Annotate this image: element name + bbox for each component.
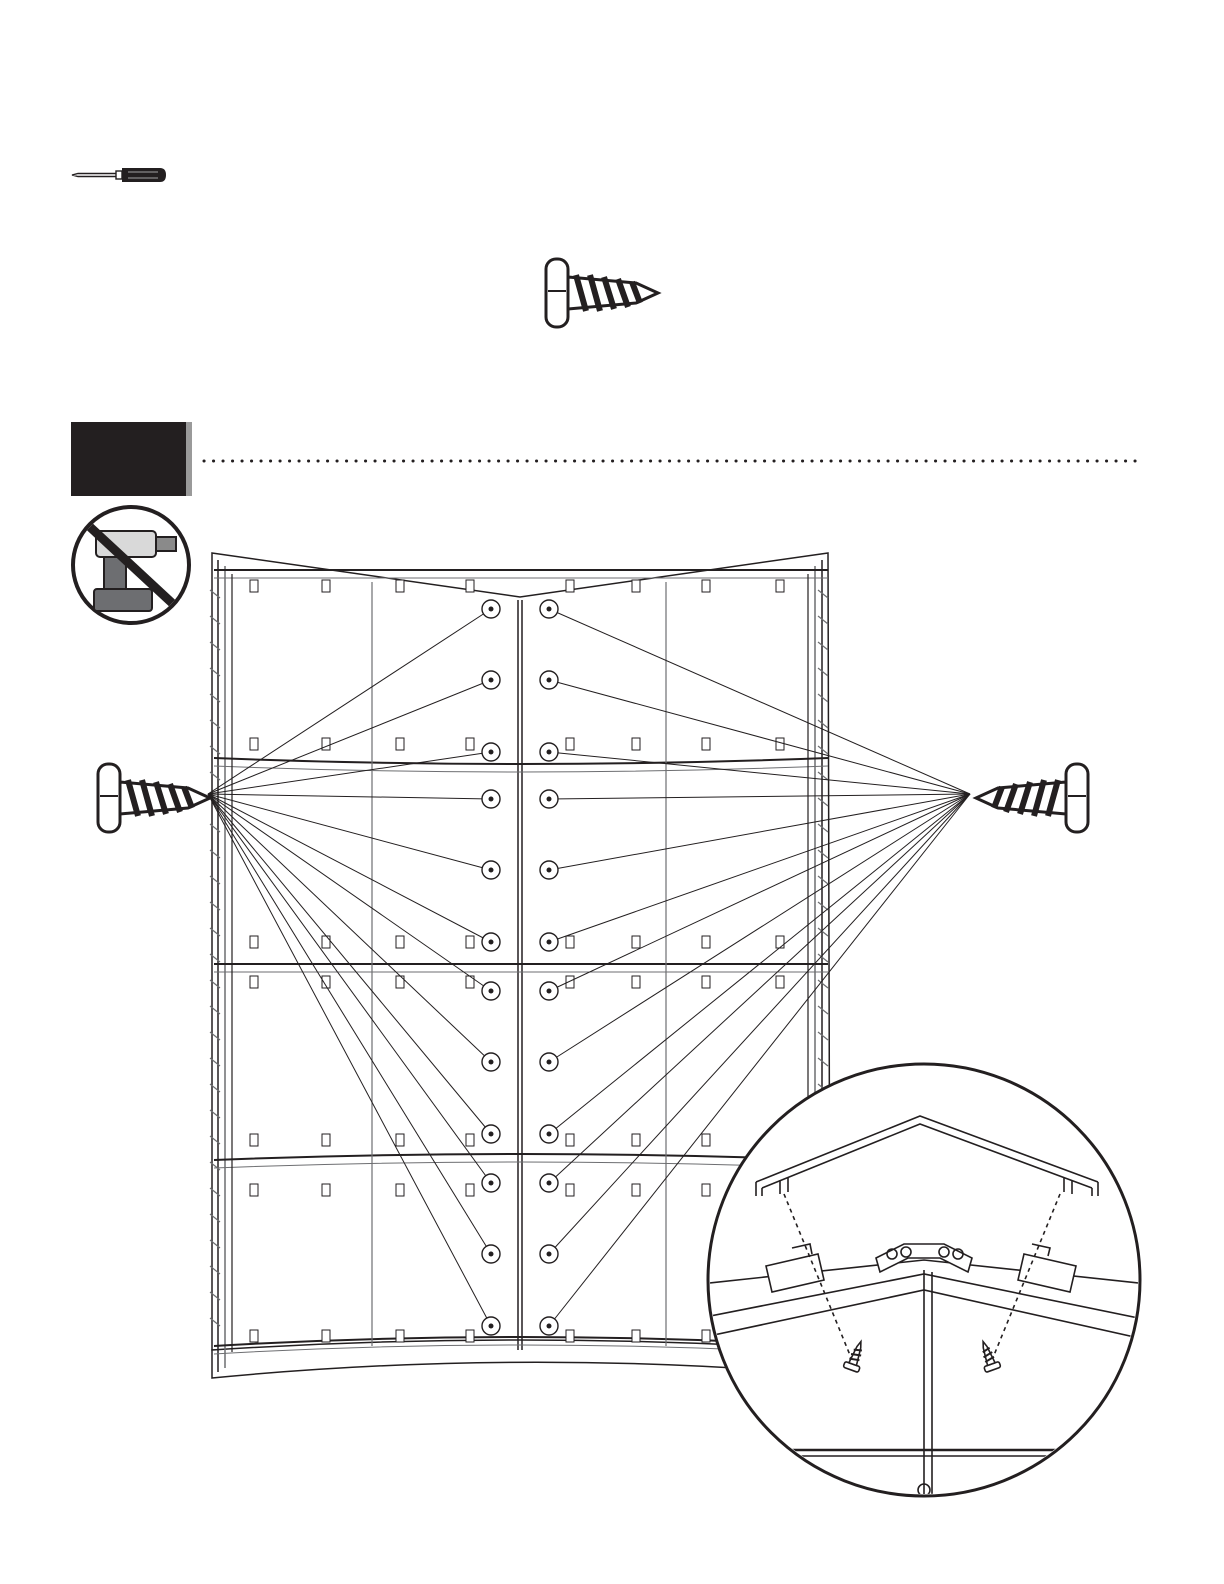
panel-tab <box>702 580 710 592</box>
panel-tab <box>632 1330 640 1342</box>
panel-tab <box>396 1184 404 1196</box>
panel-tab <box>702 936 710 948</box>
panel-tab <box>396 738 404 750</box>
screw-hole <box>489 750 494 755</box>
panel-tab <box>322 1134 330 1146</box>
panel-tab <box>632 1184 640 1196</box>
panel-tab <box>396 1134 404 1146</box>
panel-tab <box>396 1330 404 1342</box>
screw-hole <box>489 868 494 873</box>
panel-tab <box>776 738 784 750</box>
panel-tab <box>322 1184 330 1196</box>
screw-hole <box>489 1252 494 1257</box>
panel-tab <box>632 580 640 592</box>
screw-hole <box>547 797 552 802</box>
panel-tab <box>702 976 710 988</box>
panel-tab <box>466 1330 474 1342</box>
screw-hole <box>547 750 552 755</box>
screw-hole <box>489 989 494 994</box>
panel-tab <box>566 936 574 948</box>
panel-tab <box>632 738 640 750</box>
panel-tab <box>250 976 258 988</box>
screw-hole <box>547 1060 552 1065</box>
panel-tab <box>250 738 258 750</box>
screw-hole <box>547 1324 552 1329</box>
screw-hole <box>547 1132 552 1137</box>
panel-tab <box>322 580 330 592</box>
panel-tab <box>322 1330 330 1342</box>
panel-tab <box>250 1134 258 1146</box>
panel-tab <box>632 976 640 988</box>
panel-tab <box>776 936 784 948</box>
panel-tab <box>250 936 258 948</box>
screw-hole <box>489 1324 494 1329</box>
pan-head-screw-icon-right <box>972 760 1094 836</box>
pan-head-screw-icon-left <box>92 760 214 836</box>
screw-hole <box>489 1181 494 1186</box>
panel-tab <box>322 936 330 948</box>
screw-hole <box>489 797 494 802</box>
panel-tab <box>702 738 710 750</box>
panel-tab <box>776 580 784 592</box>
panel-tab <box>322 738 330 750</box>
screw-hole <box>547 607 552 612</box>
panel-tab <box>466 1184 474 1196</box>
screw-hole <box>489 1132 494 1137</box>
panel-tab <box>396 936 404 948</box>
screw-hole <box>547 940 552 945</box>
panel-tab <box>466 738 474 750</box>
screw-hole <box>547 1181 552 1186</box>
panel-tab <box>566 580 574 592</box>
panel-tab <box>566 1184 574 1196</box>
screw-hole <box>489 940 494 945</box>
screw-hole <box>547 1252 552 1257</box>
panel-tab <box>566 1134 574 1146</box>
panel-tab <box>250 1330 258 1342</box>
detail-inset <box>700 1058 1148 1506</box>
panel-tab <box>466 580 474 592</box>
panel-tab <box>250 580 258 592</box>
panel-tab <box>396 580 404 592</box>
panel-tab <box>566 738 574 750</box>
screw-hole <box>547 868 552 873</box>
screw-hole <box>547 989 552 994</box>
panel-tab <box>466 1134 474 1146</box>
panel-tab <box>632 1134 640 1146</box>
panel-tab <box>250 1184 258 1196</box>
panel-tab <box>466 936 474 948</box>
screw-hole <box>489 1060 494 1065</box>
panel-tab <box>632 936 640 948</box>
panel-tab <box>566 1330 574 1342</box>
screw-hole <box>489 678 494 683</box>
panel-tab <box>776 976 784 988</box>
screw-hole <box>489 607 494 612</box>
screw-hole <box>547 678 552 683</box>
